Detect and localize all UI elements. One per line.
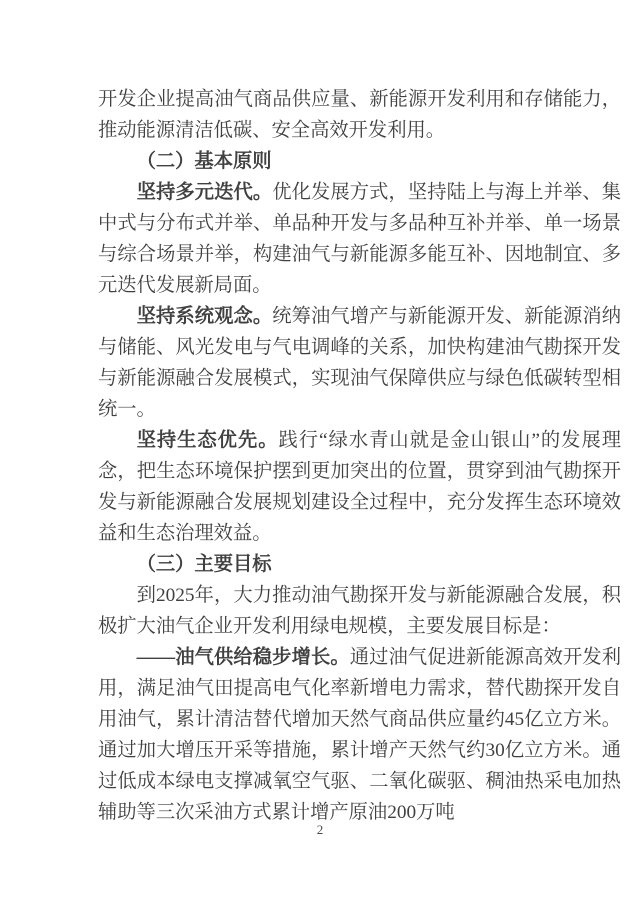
paragraph-text: 通过油气促进新能源高效开发利用，满足油气田提高电气化率新增电力需求，替代勘探开发自用油气，累计清洁替代增加天然气商品供应量约45亿立方米。通过加大增压开采等措施，累计增产天然气约30亿立方米。通过低成本绿电支撑减氧空气驱、二氧化碳驱、稠油热采电加热辅助等三次采油方式累计增产原油200万吨 [98,647,622,823]
paragraph-goals-intro: 到2025年，大力推动油气勘探开发与新能源融合发展，积极扩大油气企业开发利用绿电规模，主要发展目标是： [98,585,621,637]
paragraph-text: 统筹油气增产与新能源开发、新能源消纳与储能、风光发电与气电调峰的关系，加快构建油气勘探开发与新能源融合发展模式，实现油气保障供应与绿色低碳转型相统一。 [98,306,622,420]
document-body [98,84,621,828]
paragraph-principle-ecology [98,425,621,549]
paragraph-lead: 坚持多元迭代。 [136,182,273,203]
section-heading-main-goals: （三）主要目标 [136,554,272,575]
paragraph-text: 践行“绿水青山就是金山银山”的发展理念，把生态环境保护摆到更加突出的位置，贯穿到油气勘探开发与新能源融合发展规划建设全过程中，充分发挥生态环境效益和生态治理效益。 [98,430,621,544]
section-heading-basic-principles: （二）基本原则 [136,151,272,172]
paragraph-continuation: 开发企业提高油气商品供应量、新能源开发利用和存储能力，推动能源清洁低碳、安全高效开发利用。 [98,89,621,141]
paragraph-principle-system [98,301,621,425]
paragraph-lead: ——油气供给稳步增长。 [136,647,350,668]
paragraph-lead: 坚持系统观念。 [136,306,273,327]
page-number: 2 [316,822,324,837]
paragraph-lead: 坚持生态优先。 [136,430,279,451]
paragraph-principle-multivariate [98,177,621,301]
paragraph-text: 优化发展方式，坚持陆上与海上并举、集中式与分布式并举、单品种开发与多品种互补并举、单一场景与综合场景并举，构建油气与新能源多能互补、因地制宜、多元迭代发展新局面。 [98,182,622,296]
paragraph-goal-supply-growth [98,642,621,828]
